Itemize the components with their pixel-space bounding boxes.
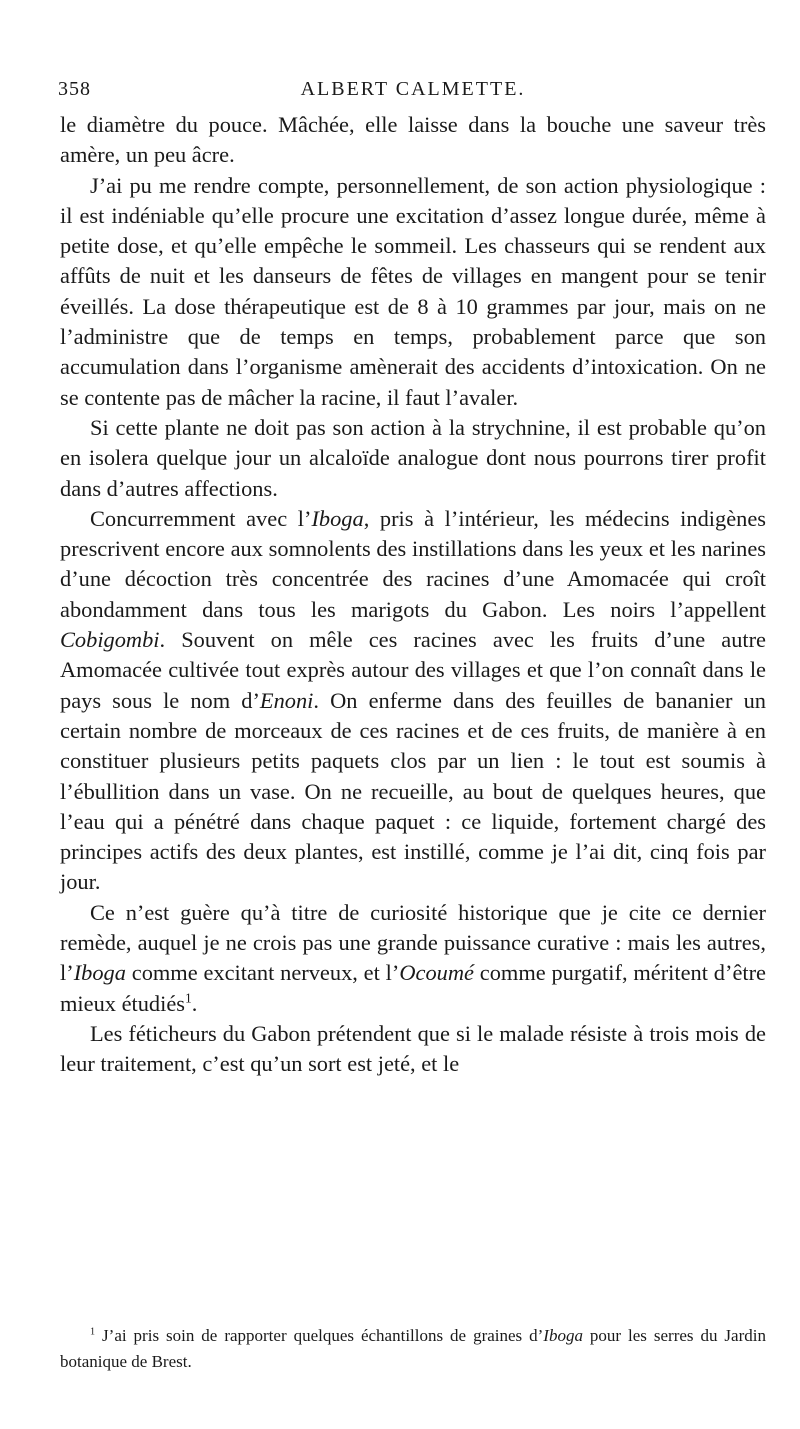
paragraph-text: comme excitant nerveux, et l’: [125, 960, 400, 986]
paragraph-text: .: [191, 990, 198, 1016]
paragraph-text: J’ai pu me rendre compte, personnellement, de son action physiologique : il est indéniable qu’elle procure une excitation d’assez longue durée, même à petite dose, et qu’elle empêche le sommeil. Les chasseurs qui se rendent aux affûts de nuit et les danseurs de fêtes de villages en mangent pour se tenir éveillés. La dose thérapeutique est de 8 à 10 grammes par jour, mais on ne l’administre que de temps en temps, probablement parce que son accumulation dans l’organisme amènerait des accidents d’intoxication. On ne se contente pas de mâcher la racine, il faut l’avaler.: [60, 172, 766, 410]
italic-term: Iboga: [73, 960, 126, 986]
footnote-marker: 1: [90, 1326, 96, 1338]
italic-term: Cobigombi: [60, 627, 160, 653]
footnote-text: pour les serres du Jardin botanique de Brest.: [60, 1326, 766, 1371]
paragraph-5: [60, 898, 766, 1019]
body-text: [60, 110, 766, 1080]
page-header: [58, 78, 768, 108]
paragraph-text: , pris à l’intérieur, les médecins indigènes prescrivent encore aux somnolents des instillations dans les yeux et les narines d’une décoction très concentrée des racines d’une Amomacée qui croît abondamment dans tous les marigots du Gabon. Les noirs l’appellent: [60, 505, 766, 622]
paragraph-3: [60, 413, 766, 504]
paragraph-text: Ce n’est guère qu’à titre de curiosité historique que je cite ce dernier remède, auquel je ne crois pas une grande puissance curative : mais les autres, l’: [60, 899, 766, 986]
italic-term: Ocoumé: [399, 960, 474, 986]
paragraph-text: comme purgatif, méritent d’être mieux étudiés: [60, 960, 766, 1016]
paragraph-text: Concurremment avec l’: [90, 505, 312, 531]
footnote-reference[interactable]: 1: [185, 990, 192, 1006]
paragraph-1: [60, 110, 766, 171]
italic-term: Enoni: [259, 687, 314, 713]
paragraph-text: le diamètre du pouce. Mâchée, elle laisse dans la bouche une saveur très amère, un peu âcre.: [60, 112, 766, 168]
footnote: [60, 1323, 766, 1375]
paragraph-4: [60, 504, 766, 898]
running-title: ALBERT CALMETTE.: [300, 78, 526, 100]
italic-term: Iboga: [543, 1326, 583, 1345]
paragraph-text: Si cette plante ne doit pas son action à la strychnine, il est probable qu’on en isolera quelque jour un alcaloïde analogue dont nous pourrons tirer profit dans d’autres affections.: [60, 414, 766, 501]
paragraph-text: . Souvent on mêle ces racines avec les fruits d’une autre Amomacée cultivée tout exprès autour des villages et que l’on connaît dans le pays sous le nom d’: [60, 627, 766, 713]
page-number: 358: [58, 78, 91, 100]
paragraph-text: Les féticheurs du Gabon prétendent que si le malade résiste à trois mois de leur traitement, c’est qu’un sort est jeté, et le: [60, 1020, 766, 1077]
footnote-text: J’ai pris soin de rapporter quelques échantillons de graines d’: [95, 1326, 544, 1345]
paragraph-6: [60, 1019, 766, 1080]
paragraph-2: [60, 171, 766, 413]
paragraph-text: . On enferme dans des feuilles de bananier un certain nombre de morceaux de ces racines et de ces fruits, de manière à en constituer plusieurs petits paquets clos par un lien : le tout est soumis à l’ébullition dans un vase. On ne recueille, au bout de quelques heures, que l’eau qui a pénétré dans chaque paquet : ce liquide, fortement chargé des principes actifs des deux plantes, est instillé, comme je l’ai dit, cinq fois par jour.: [60, 687, 766, 895]
italic-term: Iboga: [311, 505, 364, 531]
